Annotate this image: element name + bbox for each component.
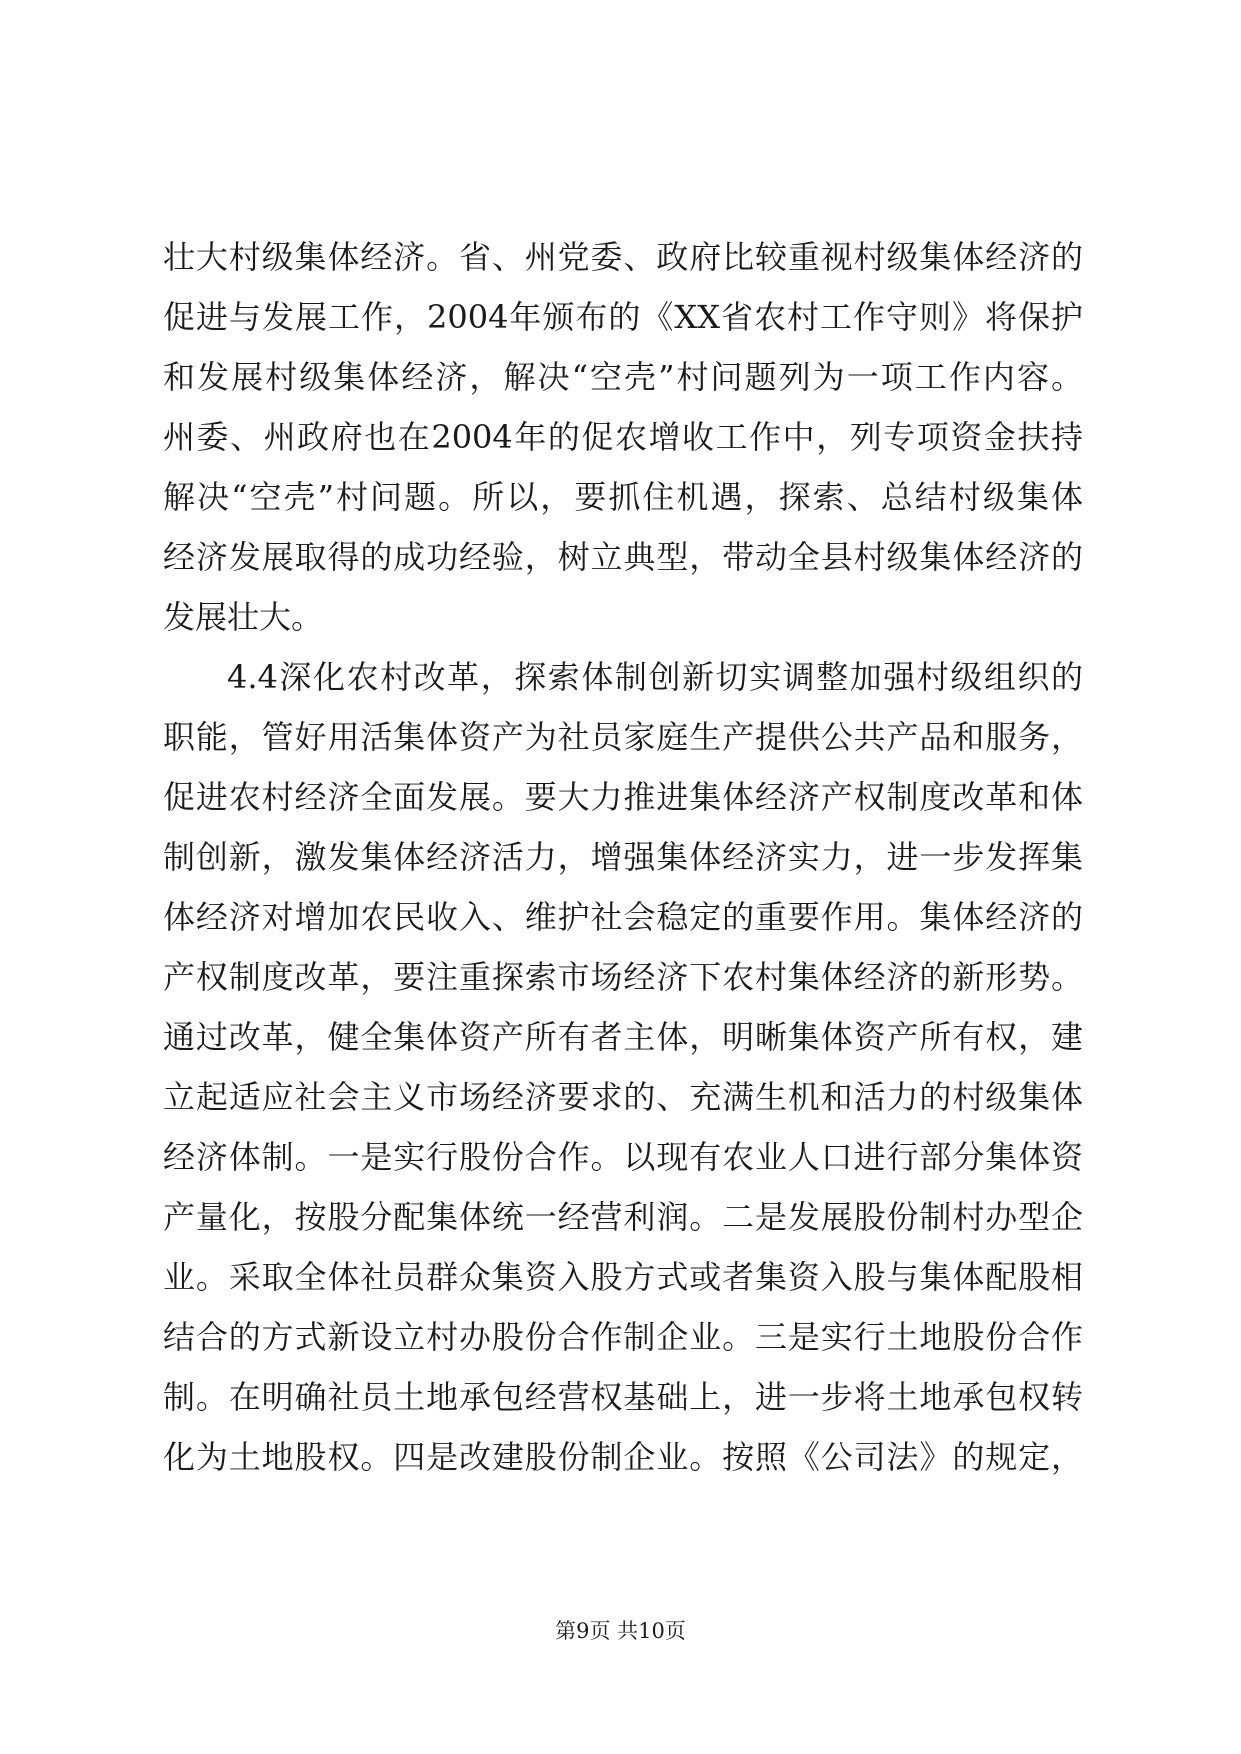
text-line: 通过改革，健全集体资产所有者主体，明晰集体资产所有权，建 — [163, 1018, 1083, 1056]
text-line: 体经济对增加农民收入、维护社会稳定的重要作用。集体经济的 — [163, 898, 1083, 936]
text-line: 制。在明确社员土地承包经营权基础上，进一步将土地承包权转 — [163, 1378, 1083, 1416]
text-line: 产量化，按股分配集体统一经营利润。二是发展股份制村办型企 — [163, 1198, 1083, 1236]
text-line: 制创新，激发集体经济活力，增强集体经济实力，进一步发挥集 — [163, 838, 1083, 876]
text-line: 职能，管好用活集体资产为社员家庭生产提供公共产品和服务， — [163, 718, 1083, 756]
text-line: 经济发展取得的成功经验，树立典型，带动全县村级集体经济的 — [163, 538, 1083, 576]
text-line: 促进农村经济全面发展。要大力推进集体经济产权制度改革和体 — [163, 778, 1083, 816]
text-line: 壮大村级集体经济。省、州党委、政府比较重视村级集体经济的 — [163, 238, 1083, 276]
paragraph-1 — [163, 227, 1083, 647]
body-text — [163, 227, 1083, 1487]
text-line: 解决“空壳”村问题。所以，要抓住机遇，探索、总结村级集体 — [163, 478, 1083, 516]
text-line: 州委、州政府也在2004年的促农增收工作中，列专项资金扶持 — [163, 418, 1083, 456]
text-line: 立起适应社会主义市场经济要求的、充满生机和活力的村级集体 — [163, 1078, 1083, 1116]
text-line: 产权制度改革，要注重探索市场经济下农村集体经济的新形势。 — [163, 958, 1083, 996]
text-line: 经济体制。一是实行股份合作。以现有农业人口进行部分集体资 — [163, 1138, 1083, 1176]
text-line: 发展壮大。 — [163, 598, 324, 636]
text-line: 和发展村级集体经济，解决“空壳”村问题列为一项工作内容。 — [163, 358, 1083, 396]
text-line: 结合的方式新设立村办股份合作制企业。三是实行土地股份合作 — [163, 1318, 1083, 1356]
text-line: 业。采取全体社员群众集资入股方式或者集资入股与集体配股相 — [163, 1258, 1083, 1296]
text-line: 促进与发展工作，2004年颁布的《XX省农村工作守则》将保护 — [163, 298, 1083, 336]
text-line: 4.4深化农村改革，探索体制创新切实调整加强村级组织的 — [227, 658, 1083, 696]
page-number-footer: 第9页 共10页 — [555, 1619, 686, 1643]
text-line: 化为土地股权。四是改建股份制企业。按照《公司法》的规定， — [163, 1438, 1083, 1476]
paragraph-2 — [163, 647, 1083, 1487]
